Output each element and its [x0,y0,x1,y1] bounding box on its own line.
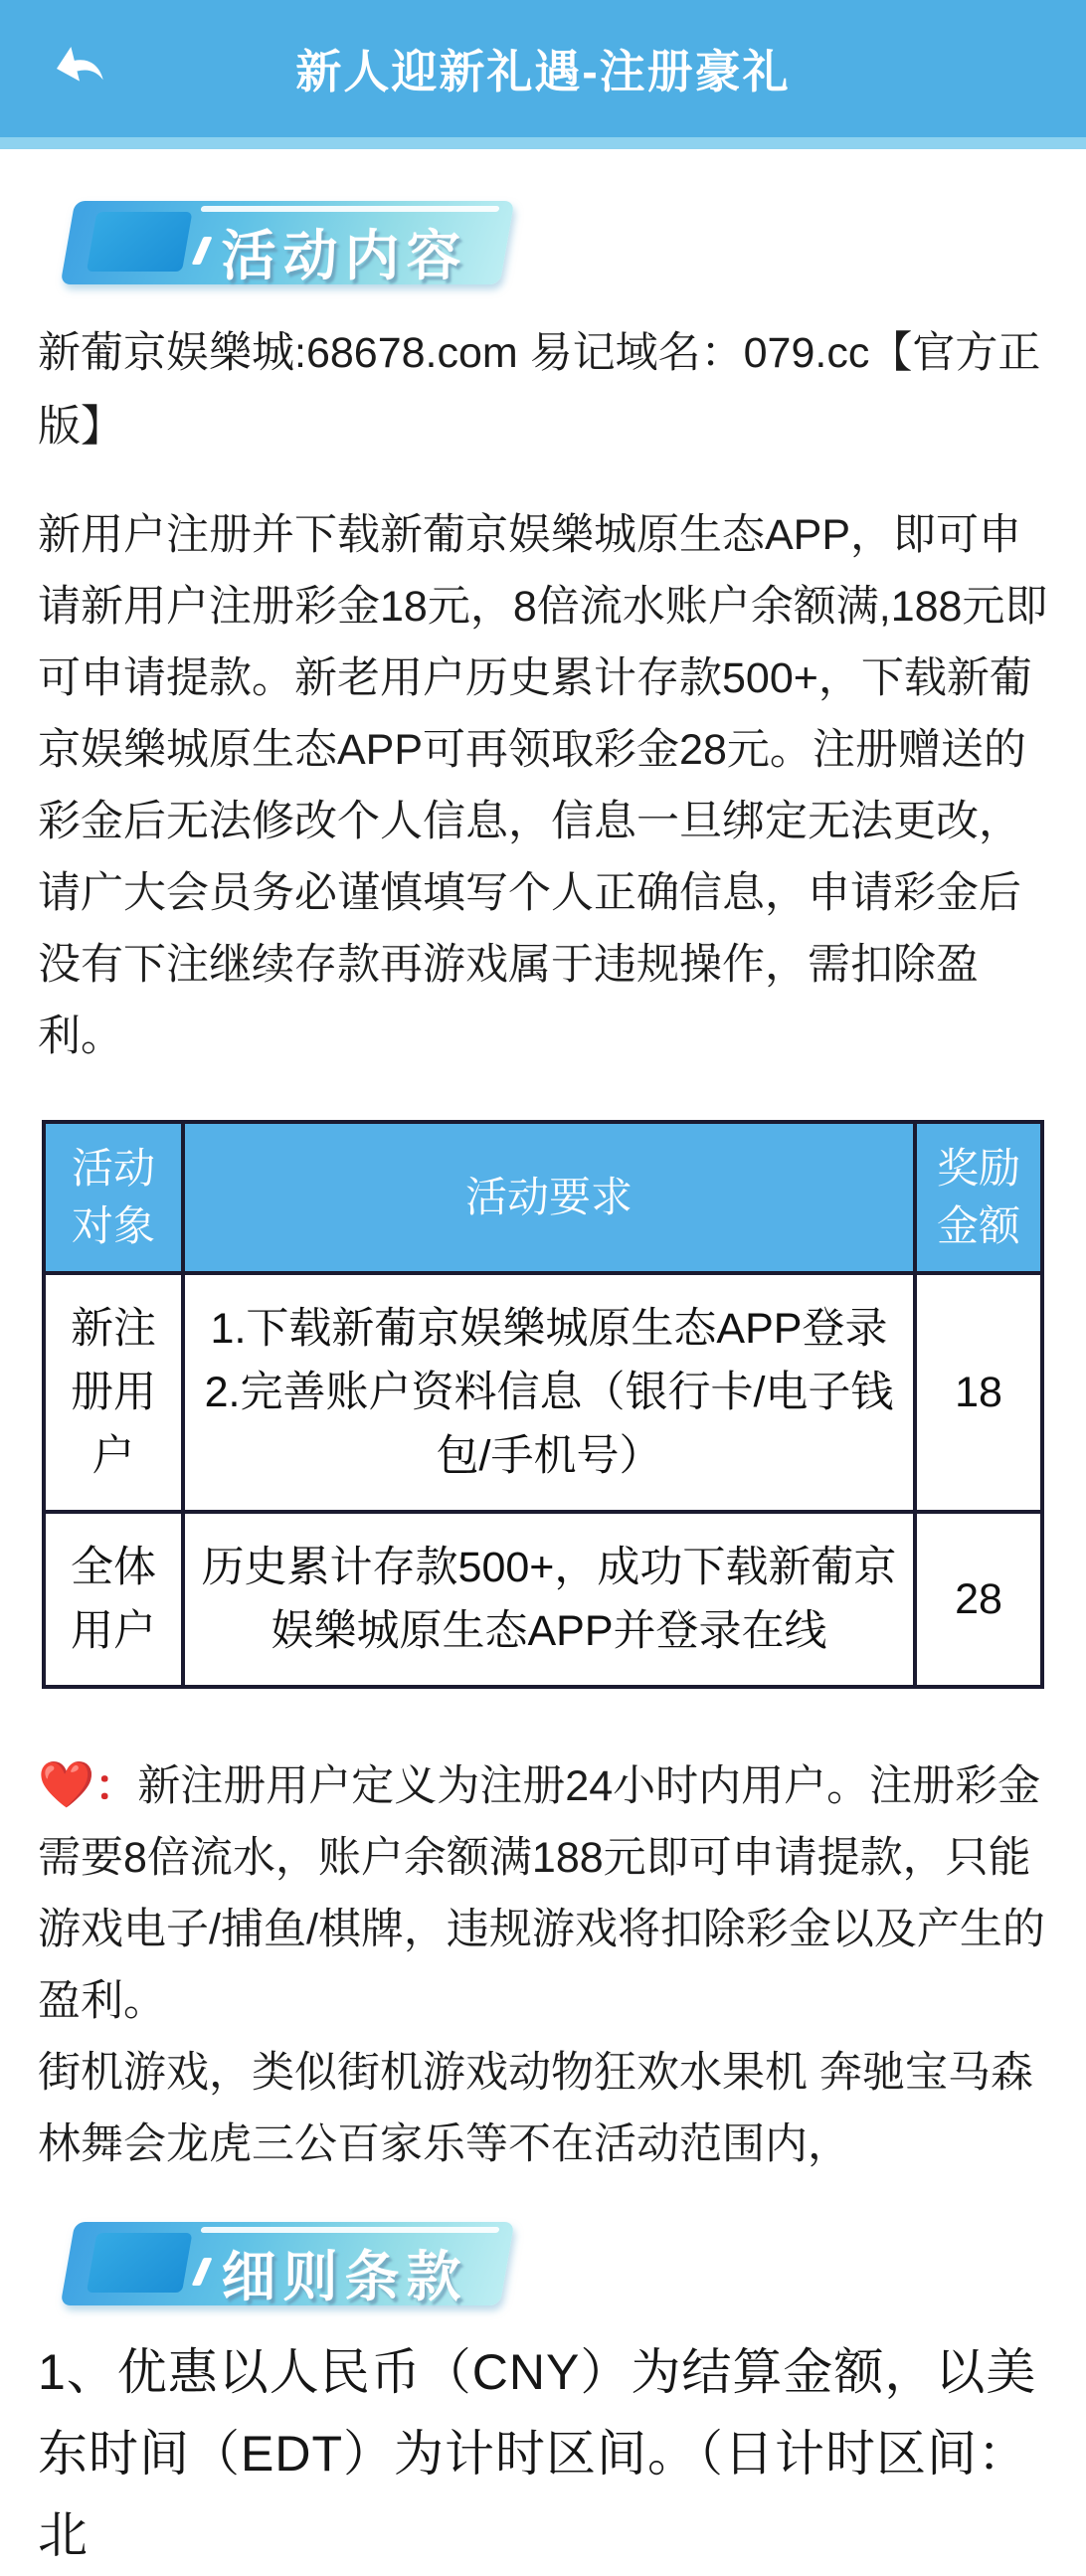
section-banner-activity [61,201,515,284]
back-arrow-icon [45,35,110,100]
banner-slash-decoration [192,2258,213,2286]
banner-slash-decoration [192,237,213,265]
column-header-target: 活动对象 [44,1122,183,1273]
cell-requirement: 1.下载新葡京娱樂城原生态APP登录 2.完善账户资料信息（银行卡/电子钱包/手机号） [183,1273,915,1512]
cell-target: 新注册用户 [44,1273,183,1512]
page-content [0,201,1086,2576]
cell-reward: 28 [915,1512,1042,1687]
notice-text-2: 街机游戏，类似街机游戏动物狂欢水果机 奔驰宝马森林舞会龙虎三公百家乐等不在活动范围内， [38,2049,1033,2168]
app-header [0,0,1086,137]
section-banner-terms [61,2222,515,2305]
cell-reward: 18 [915,1273,1042,1512]
table-row [44,1273,1042,1512]
header-bottom-strip [0,137,1086,149]
site-domain-text: 新葡京娱樂城:68678.com 易记域名：079.cc【官方正版】 [38,329,1041,451]
section-title-terms: 细则条款 [221,2246,468,2307]
banner-chip-decoration [87,2233,193,2293]
page-title: 新人迎新礼遇-注册豪礼 [295,46,791,97]
banner-chip-decoration [87,212,193,272]
back-button[interactable] [40,30,115,105]
table-header-row [44,1122,1042,1273]
reward-table [42,1120,1044,1689]
notice-paragraph [38,1748,1048,2180]
column-header-reward: 奖励金额 [915,1122,1042,1273]
activity-description: 新用户注册并下载新葡京娱樂城原生态APP，即可申请新用户注册彩金18元，8倍流水账户余额满,188元即可申请提款。新老用户历史累计存款500+，下载新葡京娱樂城原生态APP可再领取彩金28元。注册赠送的彩金后无法修改个人信息，信息一旦绑定无法更改，请广大会员务必谨慎填写个人正确信息，申请彩金后没有下注继续存款再游戏属于违规操作，需扣除盈利。 [38,511,1048,1060]
section-title-activity: 活动内容 [221,225,468,286]
terms-item-1: 1、优惠以人民币（CNY）为结算金额，以美东时间（EDT）为计时区间。（日计时区间：北 [38,2344,1037,2563]
cell-requirement: 历史累计存款500+，成功下载新葡京娱樂城原生态APP并登录在线 [183,1512,915,1687]
cell-target: 全体用户 [44,1512,183,1687]
heart-icon: ❤️ [38,1758,95,1810]
table-row [44,1512,1042,1687]
column-header-requirement: 活动要求 [183,1122,915,1273]
notice-colon: ： [94,1762,138,1810]
notice-text-1: 新注册用户定义为注册24小时内用户。注册彩金需要8倍流水，账户余额满188元即可申请提款，只能游戏电子/捕鱼/棋牌，违规游戏将扣除彩金以及产生的盈利。 [38,1762,1045,2025]
